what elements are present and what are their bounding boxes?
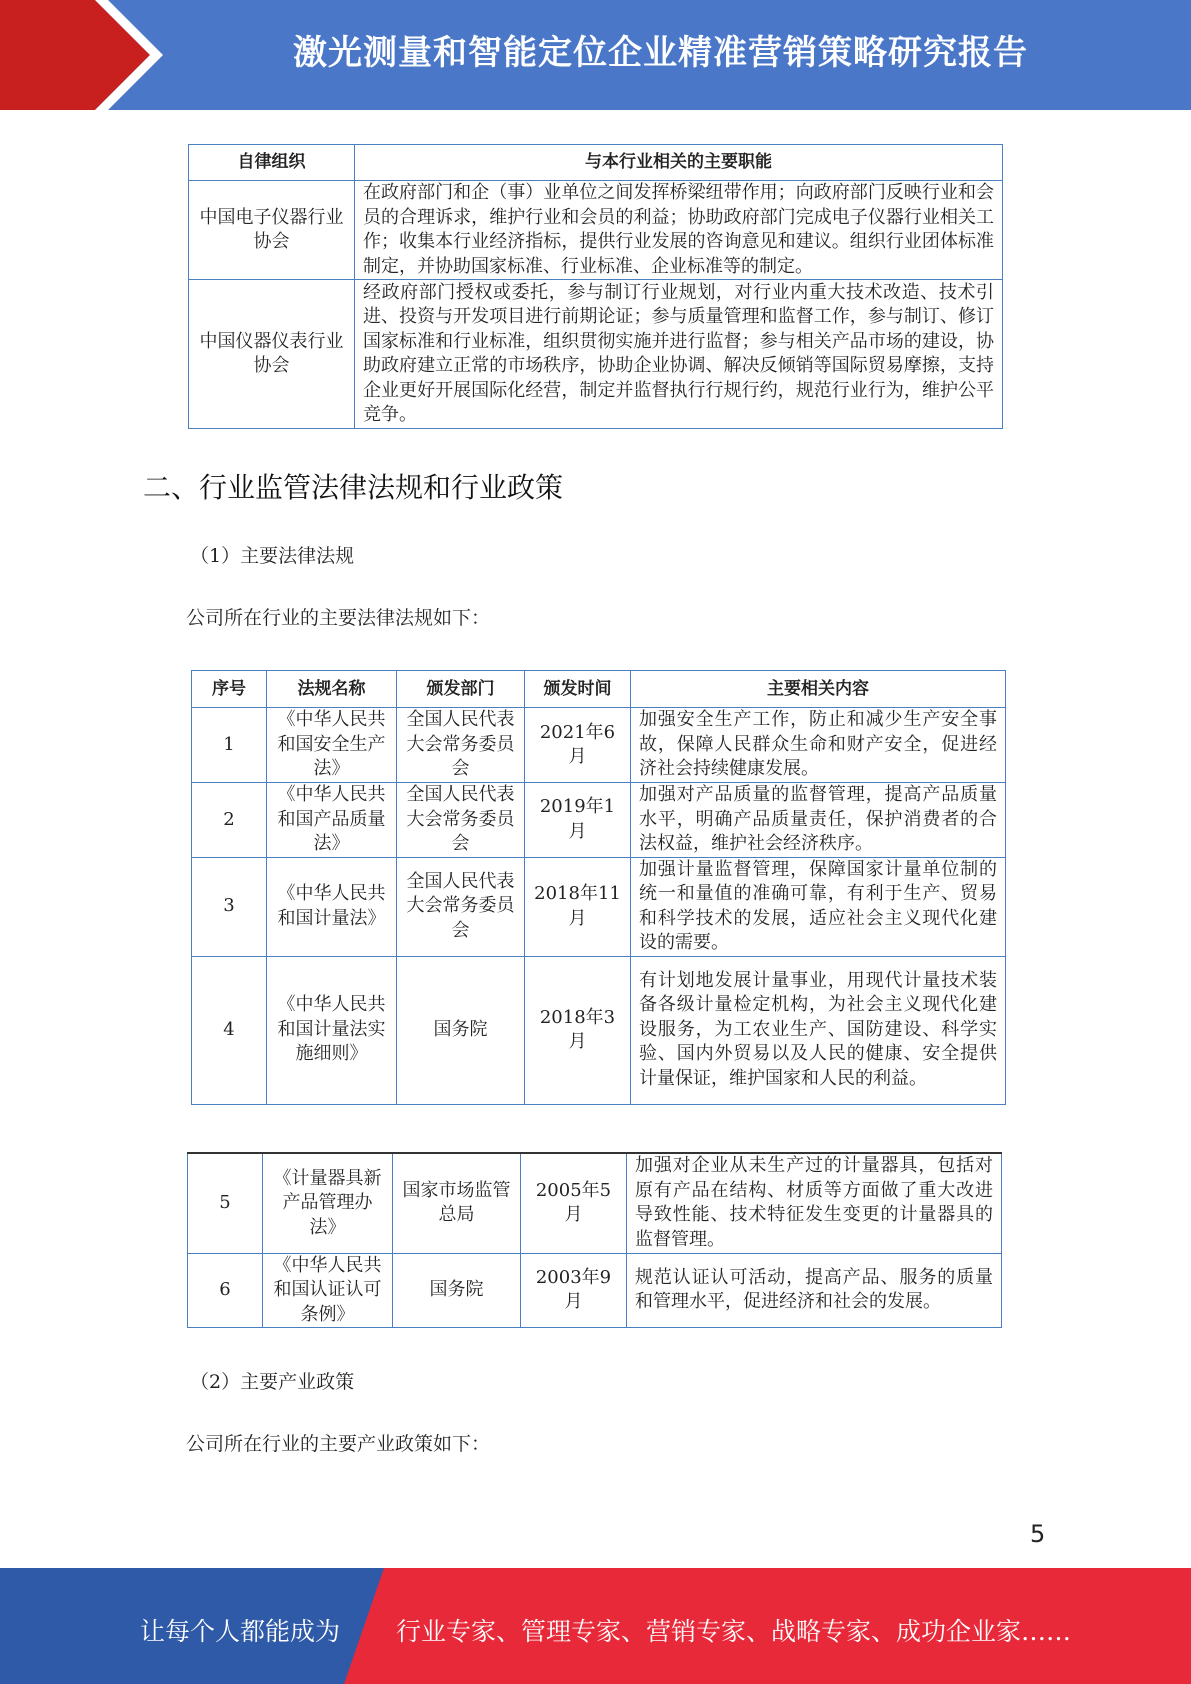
table-row	[189, 280, 1003, 429]
issuing-department: 全国人民代表大会常务委员会	[397, 857, 525, 956]
issue-date: 2003年9月	[521, 1253, 627, 1328]
table-row	[188, 1253, 1002, 1328]
header-arrow-decoration	[0, 0, 190, 110]
subsection-heading-laws: （1）主要法律法规	[190, 545, 355, 567]
self-regulatory-organizations-table	[188, 144, 1003, 429]
organization-function: 在政府部门和企（事）业单位之间发挥桥梁纽带作用；向政府部门反映行业和会员的合理诉求，维护行业和会员的利益；协助政府部门完成电子仪器行业相关工作；收集本行业经济指标，提供行业发展的咨询意见和建议。组织行业团体标准制定，并协助国家标准、行业标准、企业标准等的制定。	[355, 181, 1003, 280]
table-header-cell: 序号	[192, 671, 267, 708]
page-number: 5	[1030, 1520, 1046, 1548]
issue-date: 2018年11月	[525, 857, 631, 956]
table-header-cell: 颁发时间	[525, 671, 631, 708]
table-header-cell: 法规名称	[267, 671, 397, 708]
law-name: 《中华人民共和国认证认可条例》	[263, 1253, 393, 1328]
issue-date: 2018年3月	[525, 956, 631, 1104]
table-row	[192, 857, 1006, 956]
row-index: 5	[188, 1153, 263, 1253]
main-content: 有计划地发展计量事业，用现代计量技术装备各级计量检定机构，为社会主义现代化建设服务，为工农业生产、国防建设、科学实验、国内外贸易以及人民的健康、安全提供计量保证，维护国家和人民的利益。	[631, 956, 1006, 1104]
footer-slogan-left: 让每个人都能成为	[140, 1617, 341, 1646]
main-content: 加强安全生产工作，防止和减少生产安全事故，保障人民群众生命和财产安全，促进经济社会持续健康发展。	[631, 708, 1006, 783]
issuing-department: 全国人民代表大会常务委员会	[397, 708, 525, 783]
table-header-cell: 颁发部门	[397, 671, 525, 708]
row-index: 6	[188, 1253, 263, 1328]
subsection-heading-policies: （2）主要产业政策	[190, 1371, 355, 1393]
page-footer	[0, 1568, 1191, 1684]
law-name: 《中华人民共和国安全生产法》	[267, 708, 397, 783]
law-name: 《中华人民共和国计量法实施细则》	[267, 956, 397, 1104]
issue-date: 2005年5月	[521, 1153, 627, 1253]
organization-function: 经政府部门授权或委托，参与制订行业规划，对行业内重大技术改造、技术引进、投资与开发项目进行前期论证；参与质量管理和监督工作，参与制订、修订国家标准和行业标准，组织贯彻实施并进行监督；参与相关产品市场的建设，协助政府建立正常的市场秩序，协助企业协调、解决反倾销等国际贸易摩擦，支持企业更好开展国际化经营，制定并监督执行行规行约，规范行业行为，维护公平竞争。	[355, 280, 1003, 429]
law-name: 《计量器具新产品管理办法》	[263, 1153, 393, 1253]
issue-date: 2021年6月	[525, 708, 631, 783]
issuing-department: 国务院	[397, 956, 525, 1104]
table-row	[192, 708, 1006, 783]
main-content: 加强对产品质量的监督管理，提高产品质量水平，明确产品质量责任，保护消费者的合法权益，维护社会经济秩序。	[631, 783, 1006, 858]
law-name: 《中华人民共和国产品质量法》	[267, 783, 397, 858]
section-title: 二、行业监管法律法规和行业政策	[143, 471, 564, 504]
table-row	[188, 1153, 1002, 1253]
organization-name: 中国电子仪器行业协会	[189, 181, 355, 280]
main-content: 加强计量监督管理，保障国家计量单位制的统一和量值的准确可靠，有利于生产、贸易和科学技术的发展，适应社会主义现代化建设的需要。	[631, 857, 1006, 956]
report-title: 激光测量和智能定位企业精准营销策略研究报告	[293, 33, 1028, 73]
laws-regulations-table	[191, 670, 1006, 1105]
table-header-cell: 与本行业相关的主要职能	[355, 145, 1003, 181]
law-name: 《中华人民共和国计量法》	[267, 857, 397, 956]
main-content: 加强对企业从未生产过的计量器具，包括对原有产品在结构、材质等方面做了重大改进导致性能、技术特征发生变更的计量器具的监督管理。	[627, 1153, 1002, 1253]
row-index: 1	[192, 708, 267, 783]
organization-name: 中国仪器仪表行业协会	[189, 280, 355, 429]
table-row	[189, 181, 1003, 280]
table-row	[192, 956, 1006, 1104]
intro-paragraph-laws: 公司所在行业的主要法律法规如下：	[186, 607, 491, 629]
issuing-department: 国务院	[393, 1253, 521, 1328]
page-header	[0, 0, 1191, 110]
laws-regulations-table-continued	[187, 1152, 1002, 1328]
main-content: 规范认证认可活动，提高产品、服务的质量和管理水平，促进经济和社会的发展。	[627, 1253, 1002, 1328]
table-row	[192, 783, 1006, 858]
issuing-department: 全国人民代表大会常务委员会	[397, 783, 525, 858]
row-index: 4	[192, 956, 267, 1104]
intro-paragraph-policies: 公司所在行业的主要产业政策如下：	[186, 1433, 491, 1455]
table-header-cell: 主要相关内容	[631, 671, 1006, 708]
row-index: 2	[192, 783, 267, 858]
row-index: 3	[192, 857, 267, 956]
table-header-cell: 自律组织	[189, 145, 355, 181]
issue-date: 2019年1月	[525, 783, 631, 858]
footer-slogan-right: 行业专家、管理专家、营销专家、战略专家、成功企业家……	[396, 1617, 1072, 1646]
issuing-department: 国家市场监管总局	[393, 1153, 521, 1253]
